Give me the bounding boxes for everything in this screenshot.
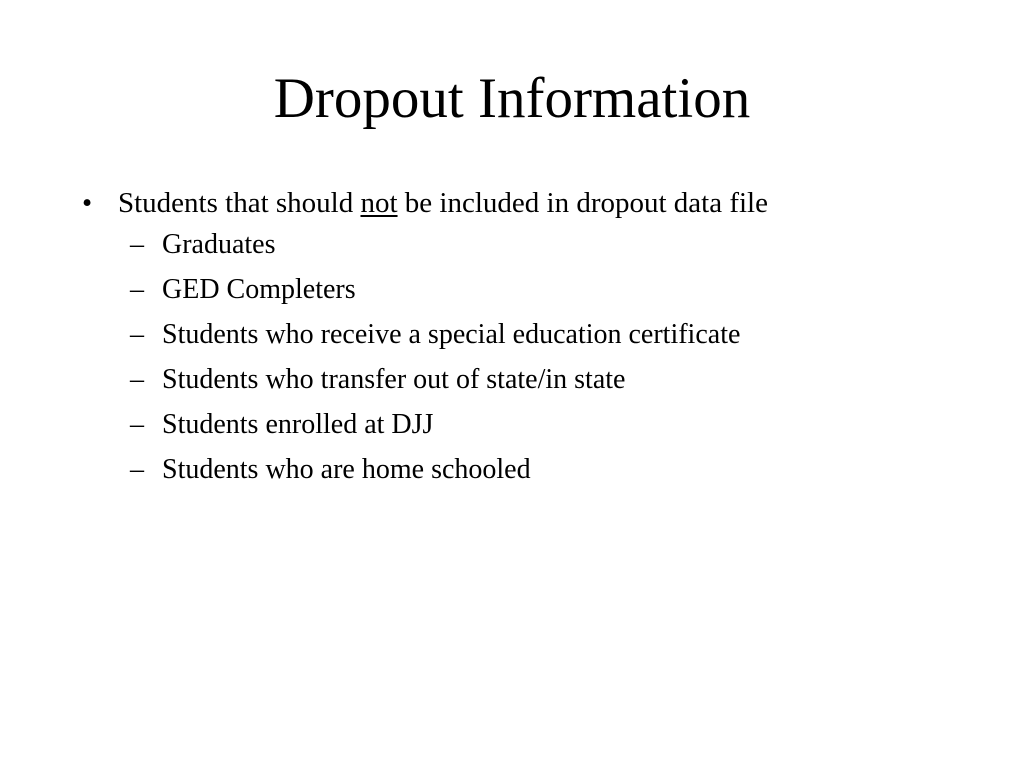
sub-bullet-text: Graduates: [162, 229, 276, 260]
dash-marker: –: [130, 409, 144, 440]
slide-body: [78, 184, 978, 492]
sub-bullet-text: Students who are home schooled: [162, 454, 531, 485]
dash-marker: –: [130, 319, 144, 350]
dash-marker: –: [130, 274, 144, 305]
sub-bullet-list: [78, 222, 978, 492]
sub-bullet-item: [78, 357, 978, 402]
dash-marker: –: [130, 364, 144, 395]
bullet-text: [118, 184, 768, 222]
sub-bullet-item: [78, 267, 978, 312]
bullet-emphasis: not: [360, 187, 398, 219]
sub-bullet-text: GED Completers: [162, 274, 356, 305]
sub-bullet-text: Students enrolled at DJJ: [162, 409, 434, 440]
slide-title: Dropout Information: [273, 67, 751, 130]
sub-bullet-text: Students who receive a special education certificate: [162, 319, 741, 350]
sub-bullet-text: Students who transfer out of state/in state: [162, 364, 626, 395]
bullet-text-before: Students that should: [118, 187, 361, 219]
sub-bullet-item: [78, 447, 978, 492]
bullet-text-after: be included in dropout data file: [397, 187, 768, 219]
sub-bullet-item: [78, 312, 978, 357]
sub-bullet-item: [78, 402, 978, 447]
dash-marker: –: [130, 454, 144, 485]
bullet-marker: •: [82, 187, 93, 219]
sub-bullet-item: [78, 222, 978, 267]
dash-marker: –: [130, 229, 144, 260]
bullet-item: [78, 184, 978, 222]
